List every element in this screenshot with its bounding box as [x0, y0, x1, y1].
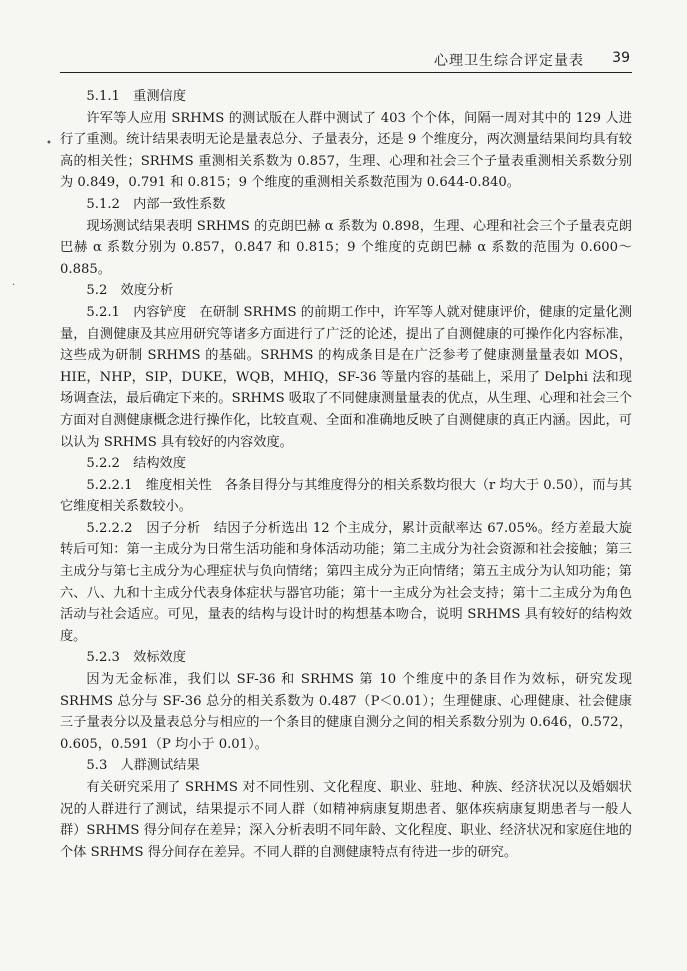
heading-5-2-3: 5.2.3 效标效度: [86, 650, 186, 666]
paragraph-criterion-validity: 因为无金标准，我们以 SF-36 和 SRHMS 第 10 个维度中的条目作为效标，研究发现 SRHMS 总分与 SF-36 总分的相关系数为 0.487（P＜0.01）；生理健康、心理健康、社会健康三子量表分以及量表总分与相应的一个条目的健康自测分之间的相关系数分别为 0.646，0.572，0.605，0.591（P 均小于 0.01）。: [60, 672, 632, 752]
heading-5-1-1: 5.1.1 重测信度: [86, 89, 186, 104]
paragraph-dimension-correlation: 5.2.2.1 维度相关性 各条目得分与其维度得分的相关系数均很大（r 均大于 0.50），而与其它维度相关系数较小。: [60, 477, 632, 515]
paragraph-population-test: 有关研究采用了 SRHMS 对不同性别、文化程度、职业、驻地、种族、经济状况以及婚姻状况的人群进行了测试，结果提示不同人群（如精神病康复期患者、躯体疾病康复期患者与一般人群）SRHMS 得分间存在差异；深入分析表明不同年龄、文化程度、职业、经济状况和家庭住地的个体 SRHMS 得分间存在差异。不同人群的自测健康特点有待进一步的研究。: [60, 780, 632, 860]
page-number: 39: [612, 50, 630, 66]
paragraph-content-validity: 5.2.1 内容铲度 在研制 SRHMS 的前期工作中，许军等人就对健康评价，健康的定量化测量，自测健康及其应用研究等诸多方面进行了广泛的论述，提出了自测健康的可操作化内容标准，这些成为研制 SRHMS 的基础。SRHMS 的构成条目是在广泛参考了健康测量量表如 MOS，HIE，NHP，SIP，DUKE，WQB，MHIQ，SF-36 等量内容的基础上，采用了 Delphi 法和现场调查法，最后确定下来的。SRHMS 吸取了不同健康测量量表的优点，从生理、心理和社会三个方面对自测健康概念进行操作化，比较直观、全面和准确地反映了自测健康的真正内涵。因此，可以认为 SRHMS 具有较好的内容效度。: [60, 304, 632, 450]
heading-5-1-2: 5.1.2 内部一致性系数: [86, 196, 226, 212]
running-title: 心理卫生综合评定量表: [434, 53, 584, 69]
heading-5-3: 5.3 人群测试结果: [86, 758, 200, 774]
paragraph-consistency: 现场测试结果表明 SRHMS 的克朗巴赫 α 系数为 0.898，生理、心理和社会三个子量表克朗巴赫 α 系数分别为 0.857，0.847 和 0.815；9 个维度的克朗巴赫 α 系数的范围为 0.600～0.885。: [60, 218, 632, 277]
body-text: [60, 86, 632, 863]
scan-speck: ·: [12, 280, 16, 291]
running-header: [60, 44, 632, 73]
heading-5-2-2: 5.2.2 结构效度: [86, 456, 186, 472]
paragraph-factor-analysis: 5.2.2.2 因子分析 结因子分析选出 12 个主成分，累计贡献率达 67.05%。经方差最大旋转后可知：第一主成分为日常生活功能和身体活动功能；第二主成分为社会资源和社会接触；第三主成分与第七主成分为心理症状与负向情绪；第四主成分为正向情绪；第五主成分为认知功能；第六、八、九和十主成分代表身体症状与器官功能；第十一主成分为社会支持；第十二主成分为角色活动与社会适应。可见，量表的结构与设计时的构想基本吻合，说明 SRHMS 具有较好的结构效度。: [60, 520, 632, 644]
heading-5-2: 5.2 效度分析: [86, 283, 174, 299]
paragraph-retest: 许军等人应用 SRHMS 的测试版在人群中测试了 403 个个体，间隔一周对其中的 129 人进行了重测。统计结果表明无论是量表总分、子量表分，还是 9 个维度分，两次测量结果间均具有较高的相关性；SRHMS 重测相关系数为 0.857，生理、心理和社会三个子量表重测相关系数分别为 0.849，0.791 和 0.815；9 个维度的重测相关系数范围为 0.644-0.840。: [60, 110, 632, 191]
scan-speck: •: [46, 138, 52, 149]
